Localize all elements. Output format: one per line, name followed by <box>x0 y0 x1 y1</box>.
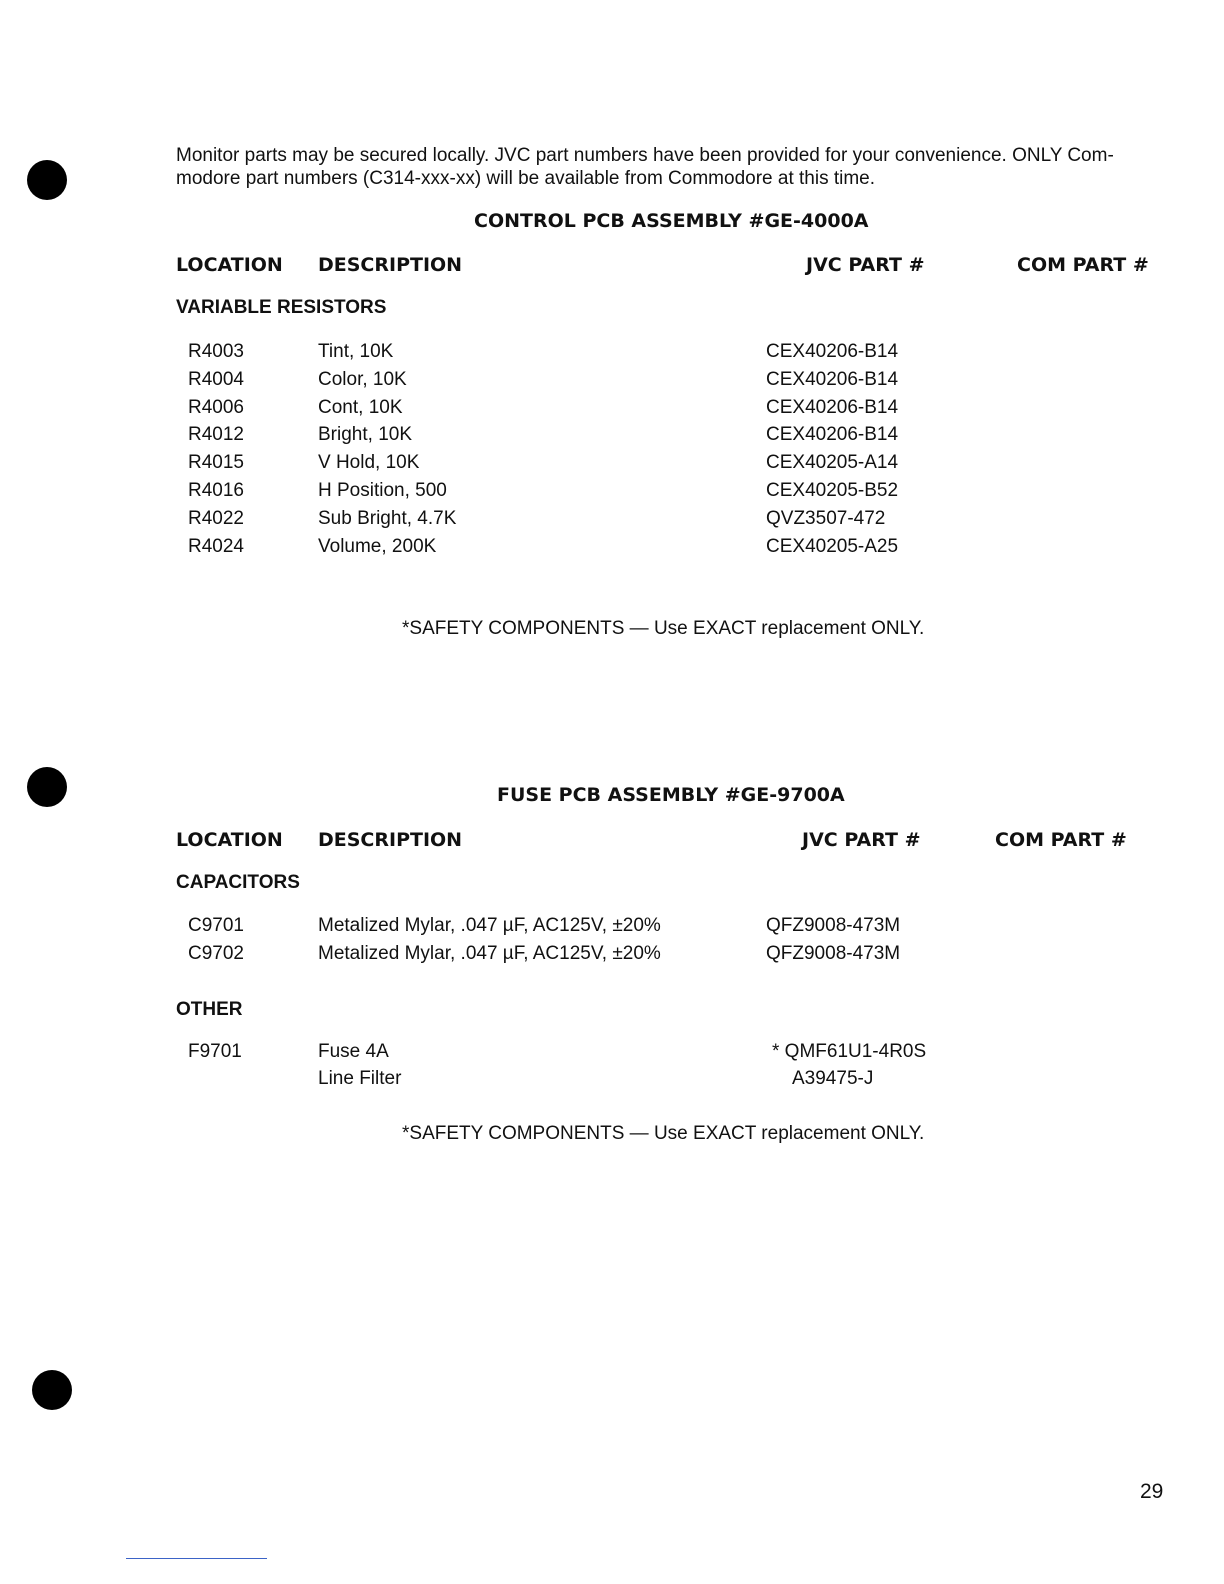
table-row-location: R4024 <box>188 536 244 557</box>
control-header-jvc-part: JVC PART # <box>806 254 925 276</box>
table-row-jvc-part: CEX40205-B52 <box>766 480 899 501</box>
table-row-description: H Position, 500 <box>318 480 447 501</box>
table-row-description: Cont, 10K <box>318 397 403 418</box>
control-section-title: CONTROL PCB ASSEMBLY #GE-4000A <box>474 210 869 232</box>
control-group-variable-resistors: VARIABLE RESISTORS <box>176 297 387 318</box>
table-row-location: F9701 <box>188 1041 242 1062</box>
table-row-location: R4012 <box>188 424 244 445</box>
intro-line-1: Monitor parts may be secured locally. JVC part numbers have been provided for your convenience. ONLY Com- <box>176 145 1114 166</box>
table-row-location: R4006 <box>188 397 244 418</box>
table-row-jvc-part: A39475-J <box>792 1068 874 1089</box>
table-row-description: Fuse 4A <box>318 1041 389 1062</box>
table-row-jvc-part: CEX40206-B14 <box>766 424 899 445</box>
control-header-description: DESCRIPTION <box>318 254 463 276</box>
fuse-safety-note: *SAFETY COMPONENTS — Use EXACT replacement ONLY. <box>402 1123 925 1144</box>
fuse-header-description: DESCRIPTION <box>318 829 463 851</box>
table-row-jvc-part: CEX40205-A14 <box>766 452 899 473</box>
table-row-jvc-part: CEX40206-B14 <box>766 341 899 362</box>
intro-line-2: modore part numbers (C314-xxx-xx) will be available from Commodore at this time. <box>176 168 876 189</box>
fuse-header-location: LOCATION <box>176 829 283 851</box>
table-row-jvc-part: CEX40205-A25 <box>766 536 899 557</box>
table-row-jvc-part: QFZ9008-473M <box>766 943 901 964</box>
table-row-description: Color, 10K <box>318 369 407 390</box>
table-row-location: R4016 <box>188 480 244 501</box>
table-row-description: Line Filter <box>318 1068 402 1089</box>
intro-paragraph <box>176 144 1176 190</box>
table-row-description: V Hold, 10K <box>318 452 420 473</box>
table-row-location: R4022 <box>188 508 244 529</box>
table-row-description: Metalized Mylar, .047 µF, AC125V, ±20% <box>318 943 661 964</box>
control-safety-note: *SAFETY COMPONENTS — Use EXACT replacement ONLY. <box>402 618 925 639</box>
table-row-description: Tint, 10K <box>318 341 394 362</box>
table-row-location: C9701 <box>188 915 244 936</box>
footer-divider <box>126 1558 267 1559</box>
table-row-description: Sub Bright, 4.7K <box>318 508 457 529</box>
table-row-description: Bright, 10K <box>318 424 412 445</box>
table-row-description: Metalized Mylar, .047 µF, AC125V, ±20% <box>318 915 661 936</box>
fuse-header-jvc-part: JVC PART # <box>802 829 921 851</box>
control-header-com-part: COM PART # <box>1017 254 1149 276</box>
table-row-description: Volume, 200K <box>318 536 437 557</box>
table-row-jvc-part: QVZ3507-472 <box>766 508 886 529</box>
table-row-jvc-part: CEX40206-B14 <box>766 397 899 418</box>
binder-hole-top <box>27 160 67 200</box>
table-row-jvc-part: * QMF61U1-4R0S <box>772 1041 927 1062</box>
control-header-location: LOCATION <box>176 254 283 276</box>
fuse-header-com-part: COM PART # <box>995 829 1127 851</box>
table-row-jvc-part: QFZ9008-473M <box>766 915 901 936</box>
binder-hole-bottom <box>32 1370 72 1410</box>
binder-hole-middle <box>27 767 67 807</box>
table-row-location: R4004 <box>188 369 244 390</box>
page-number: 29 <box>1140 1480 1164 1503</box>
table-row-location: R4003 <box>188 341 244 362</box>
fuse-section-title: FUSE PCB ASSEMBLY #GE-9700A <box>497 784 845 806</box>
table-row-location: R4015 <box>188 452 244 473</box>
table-row-location: C9702 <box>188 943 244 964</box>
fuse-group-other: OTHER <box>176 999 243 1020</box>
table-row-jvc-part: CEX40206-B14 <box>766 369 899 390</box>
fuse-group-capacitors: CAPACITORS <box>176 872 300 893</box>
